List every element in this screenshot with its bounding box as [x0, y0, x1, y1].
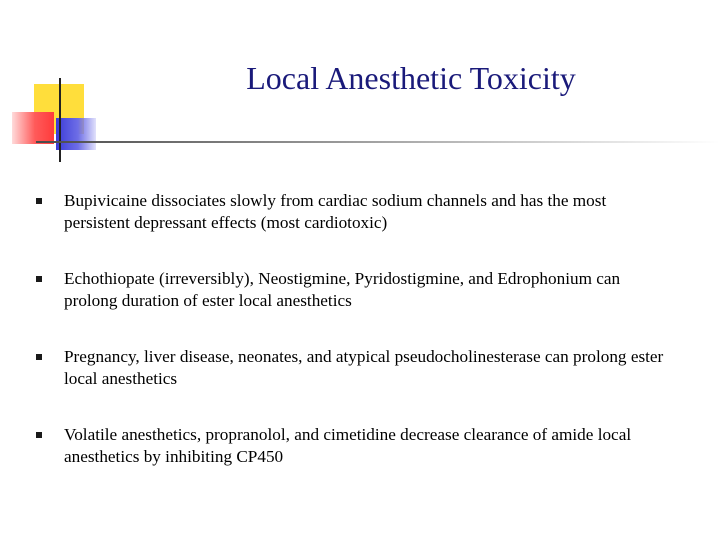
bullet-square-icon — [36, 432, 42, 438]
bullet-text: Bupivicaine dissociates slowly from cardiac sodium channels and has the most persistent depressant effects (most cardiotoxic) — [64, 191, 607, 232]
bullet-text: Pregnancy, liver disease, neonates, and atypical pseudocholinesterase can prolong ester local anesthetics — [64, 347, 664, 388]
bullet-text: Echothiopate (irreversibly), Neostigmine, Pyridostigmine, and Edrophonium can prolong duration of ester local anesthetics — [64, 269, 621, 310]
bullet-list — [34, 190, 674, 502]
bullet-text: Volatile anesthetics, propranolol, and cimetidine decrease clearance of amide local anesthetics by inhibiting CP450 — [64, 425, 632, 466]
bullet-square-icon — [36, 276, 42, 282]
decorative-vertical-line — [59, 78, 61, 162]
decorative-blue-bar — [56, 118, 96, 150]
bullet-square-icon — [36, 354, 42, 360]
bullet-item — [34, 268, 674, 312]
bullet-square-icon — [36, 198, 42, 204]
decorative-red-bar — [12, 112, 54, 144]
bullet-item — [34, 346, 674, 390]
bullet-item — [34, 190, 674, 234]
title-divider-rule — [36, 141, 720, 143]
page-title: Local Anesthetic Toxicity — [246, 60, 576, 96]
bullet-item — [34, 424, 674, 468]
